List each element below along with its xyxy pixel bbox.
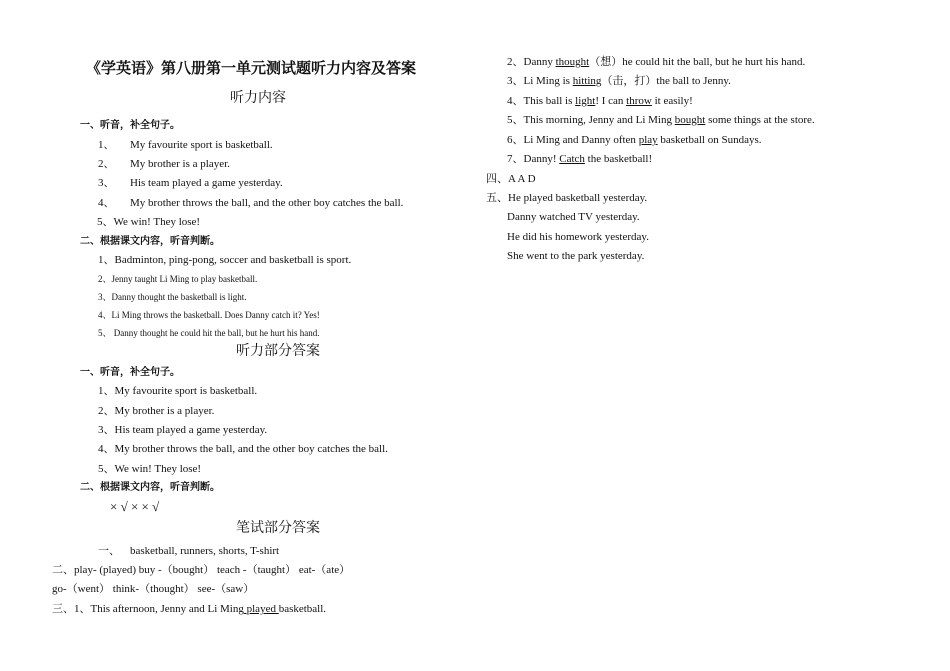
heading-listening-answers: 听力部分答案 xyxy=(236,343,320,359)
answer-item-3: 3、His team played a game yesterday. xyxy=(98,424,268,436)
sec2-item-5: 5、 Danny thought he could hit the ball, but he hurt his hand. xyxy=(98,328,320,338)
answer-item-1: 1、My favourite sport is basketball. xyxy=(98,385,258,397)
sec1-item-1: 1、 My favourite sport is basketball. xyxy=(98,139,273,151)
answer-section1-label: 一、听音，补全句子。 xyxy=(80,367,180,378)
written-item-1: 一、 basketball, runners, shorts, T-shirt xyxy=(98,545,280,557)
written-item-4: 四、A A D xyxy=(486,173,536,185)
written-item-3-3: 3、Li Ming is hitting（击，打）the ball to Jenny. xyxy=(507,75,731,87)
page-title: 《学英语》第八册第一单元测试题听力内容及答案 xyxy=(86,59,417,77)
answer-judgement-marks: × √ × × √ xyxy=(110,499,160,514)
heading-written-answers: 笔试部分答案 xyxy=(236,520,320,536)
written-item-3-1: 三、1、This afternoon, Jenny and Li Ming played basketball. xyxy=(52,603,327,615)
written-item-5-line4: She went to the park yesterday. xyxy=(507,250,645,262)
sec2-item-4: 4、Li Ming throws the basketball. Does Danny catch it? Yes! xyxy=(98,310,320,320)
written-item-3-4: 4、This ball is light! I can throw it easily! xyxy=(507,95,693,107)
sec1-item-3: 3、 His team played a game yesterday. xyxy=(98,177,283,189)
written-item-5-line3: He did his homework yesterday. xyxy=(507,231,649,243)
written-item-2-line1: 二、play- (played) buy -（bought） teach -（taught） eat-（ate） xyxy=(52,564,351,576)
written-item-2-line2: go-（went） think-（thought） see-（saw） xyxy=(52,583,255,595)
sec1-item-2: 2、 My brother is a player. xyxy=(98,158,230,170)
sec1-item-4: 4、 My brother throws the ball, and the other boy catches the ball. xyxy=(98,197,404,209)
answer-item-2: 2、My brother is a player. xyxy=(98,405,215,417)
sec2-item-3: 3、Danny thought the basketball is light. xyxy=(98,292,247,302)
written-item-5-line1: 五、He played basketball yesterday. xyxy=(486,192,648,204)
answer-item-5: 5、We win! They lose! xyxy=(98,463,202,475)
sec1-item-5: 5、We win! They lose! xyxy=(97,216,201,228)
sec2-item-2: 2、Jenny taught Li Ming to play basketball. xyxy=(98,274,258,284)
section2-label: 二、根据课文内容，听音判断。 xyxy=(80,236,220,247)
sec2-item-1: 1、Badminton, ping-pong, soccer and basketball is sport. xyxy=(98,254,352,266)
written-item-3-2: 2、Danny thought（想）he could hit the ball, but he hurt his hand. xyxy=(507,56,806,68)
heading-listening-content: 听力内容 xyxy=(230,90,286,106)
answer-section2-label: 二、根据课文内容，听音判断。 xyxy=(80,482,220,493)
written-item-3-7: 7、Danny! Catch the basketball! xyxy=(507,153,653,165)
answer-item-4: 4、My brother throws the ball, and the other boy catches the ball. xyxy=(98,443,388,455)
section1-label: 一、听音，补全句子。 xyxy=(80,120,180,131)
written-item-5-line2: Danny watched TV yesterday. xyxy=(507,211,640,223)
written-item-3-6: 6、Li Ming and Danny often play basketball on Sundays. xyxy=(507,134,762,146)
written-item-3-5: 5、This morning, Jenny and Li Ming bought some things at the store. xyxy=(507,114,815,126)
